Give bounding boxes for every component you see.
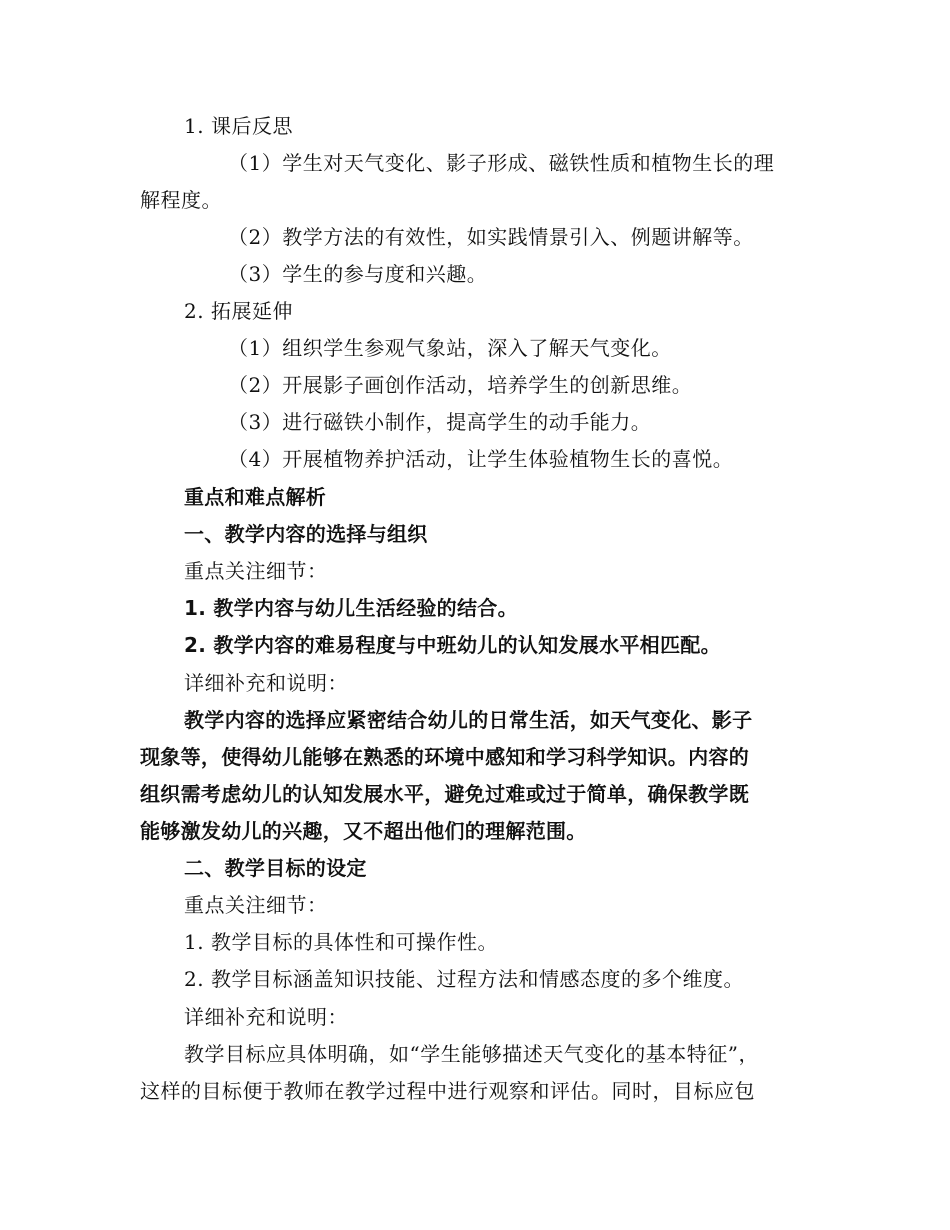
- extension-item: （2）开展影子画创作活动，培养学生的创新思维。: [228, 373, 693, 397]
- extension-item: （3）进行磁铁小制作，提高学生的动手能力。: [228, 410, 652, 434]
- extension-heading: 2. 拓展延伸: [184, 299, 293, 323]
- section1-title: 一、教学内容的选择与组织: [184, 522, 428, 546]
- extension-item: （1）组织学生参观气象站，深入了解天气变化。: [228, 336, 672, 360]
- reflection-item: （2）教学方法的有效性，如实践情景引入、例题讲解等。: [228, 225, 754, 249]
- section1-paragraph-line: 组织需考虑幼儿的认知发展水平，避免过难或过于简单，确保教学既: [140, 782, 749, 806]
- section2-detail-label: 详细补充和说明：: [184, 1005, 348, 1029]
- section2-paragraph-line: 这样的目标便于教师在教学过程中进行观察和评估。同时，目标应包: [140, 1079, 755, 1103]
- extension-item: （4）开展植物养护活动，让学生体验植物生长的喜悦。: [228, 447, 734, 471]
- section2-point: 1. 教学目标的具体性和可操作性。: [184, 930, 498, 954]
- section1-paragraph-line: 现象等，使得幼儿能够在熟悉的环境中感知和学习科学知识。内容的: [140, 745, 749, 769]
- section1-point: 2. 教学内容的难易程度与中班幼儿的认知发展水平相匹配。: [184, 633, 721, 657]
- reflection-item: （1）学生对天气变化、影子形成、磁铁性质和植物生长的理: [228, 151, 775, 175]
- section2-focus-label: 重点关注细节：: [184, 893, 328, 917]
- section2-point: 2. 教学目标涵盖知识技能、过程方法和情感态度的多个维度。: [184, 967, 744, 991]
- reflection-heading: 1. 课后反思: [184, 114, 293, 138]
- section2-paragraph-line: 教学目标应具体明确，如“学生能够描述天气变化的基本特征”，: [184, 1042, 759, 1066]
- analysis-title: 重点和难点解析: [184, 485, 327, 509]
- reflection-item-continuation: 解程度。: [140, 188, 222, 212]
- section1-detail-label: 详细补充和说明：: [184, 671, 348, 695]
- section2-title: 二、教学目标的设定: [184, 856, 367, 880]
- section1-point: 1. 教学内容与幼儿生活经验的结合。: [184, 596, 518, 620]
- reflection-item: （3）学生的参与度和兴趣。: [228, 262, 488, 286]
- section1-paragraph-line: 能够激发幼儿的兴趣，又不超出他们的理解范围。: [140, 819, 587, 843]
- section1-paragraph-line: 教学内容的选择应紧密结合幼儿的日常生活，如天气变化、影子: [184, 708, 753, 732]
- section1-focus-label: 重点关注细节：: [184, 559, 328, 583]
